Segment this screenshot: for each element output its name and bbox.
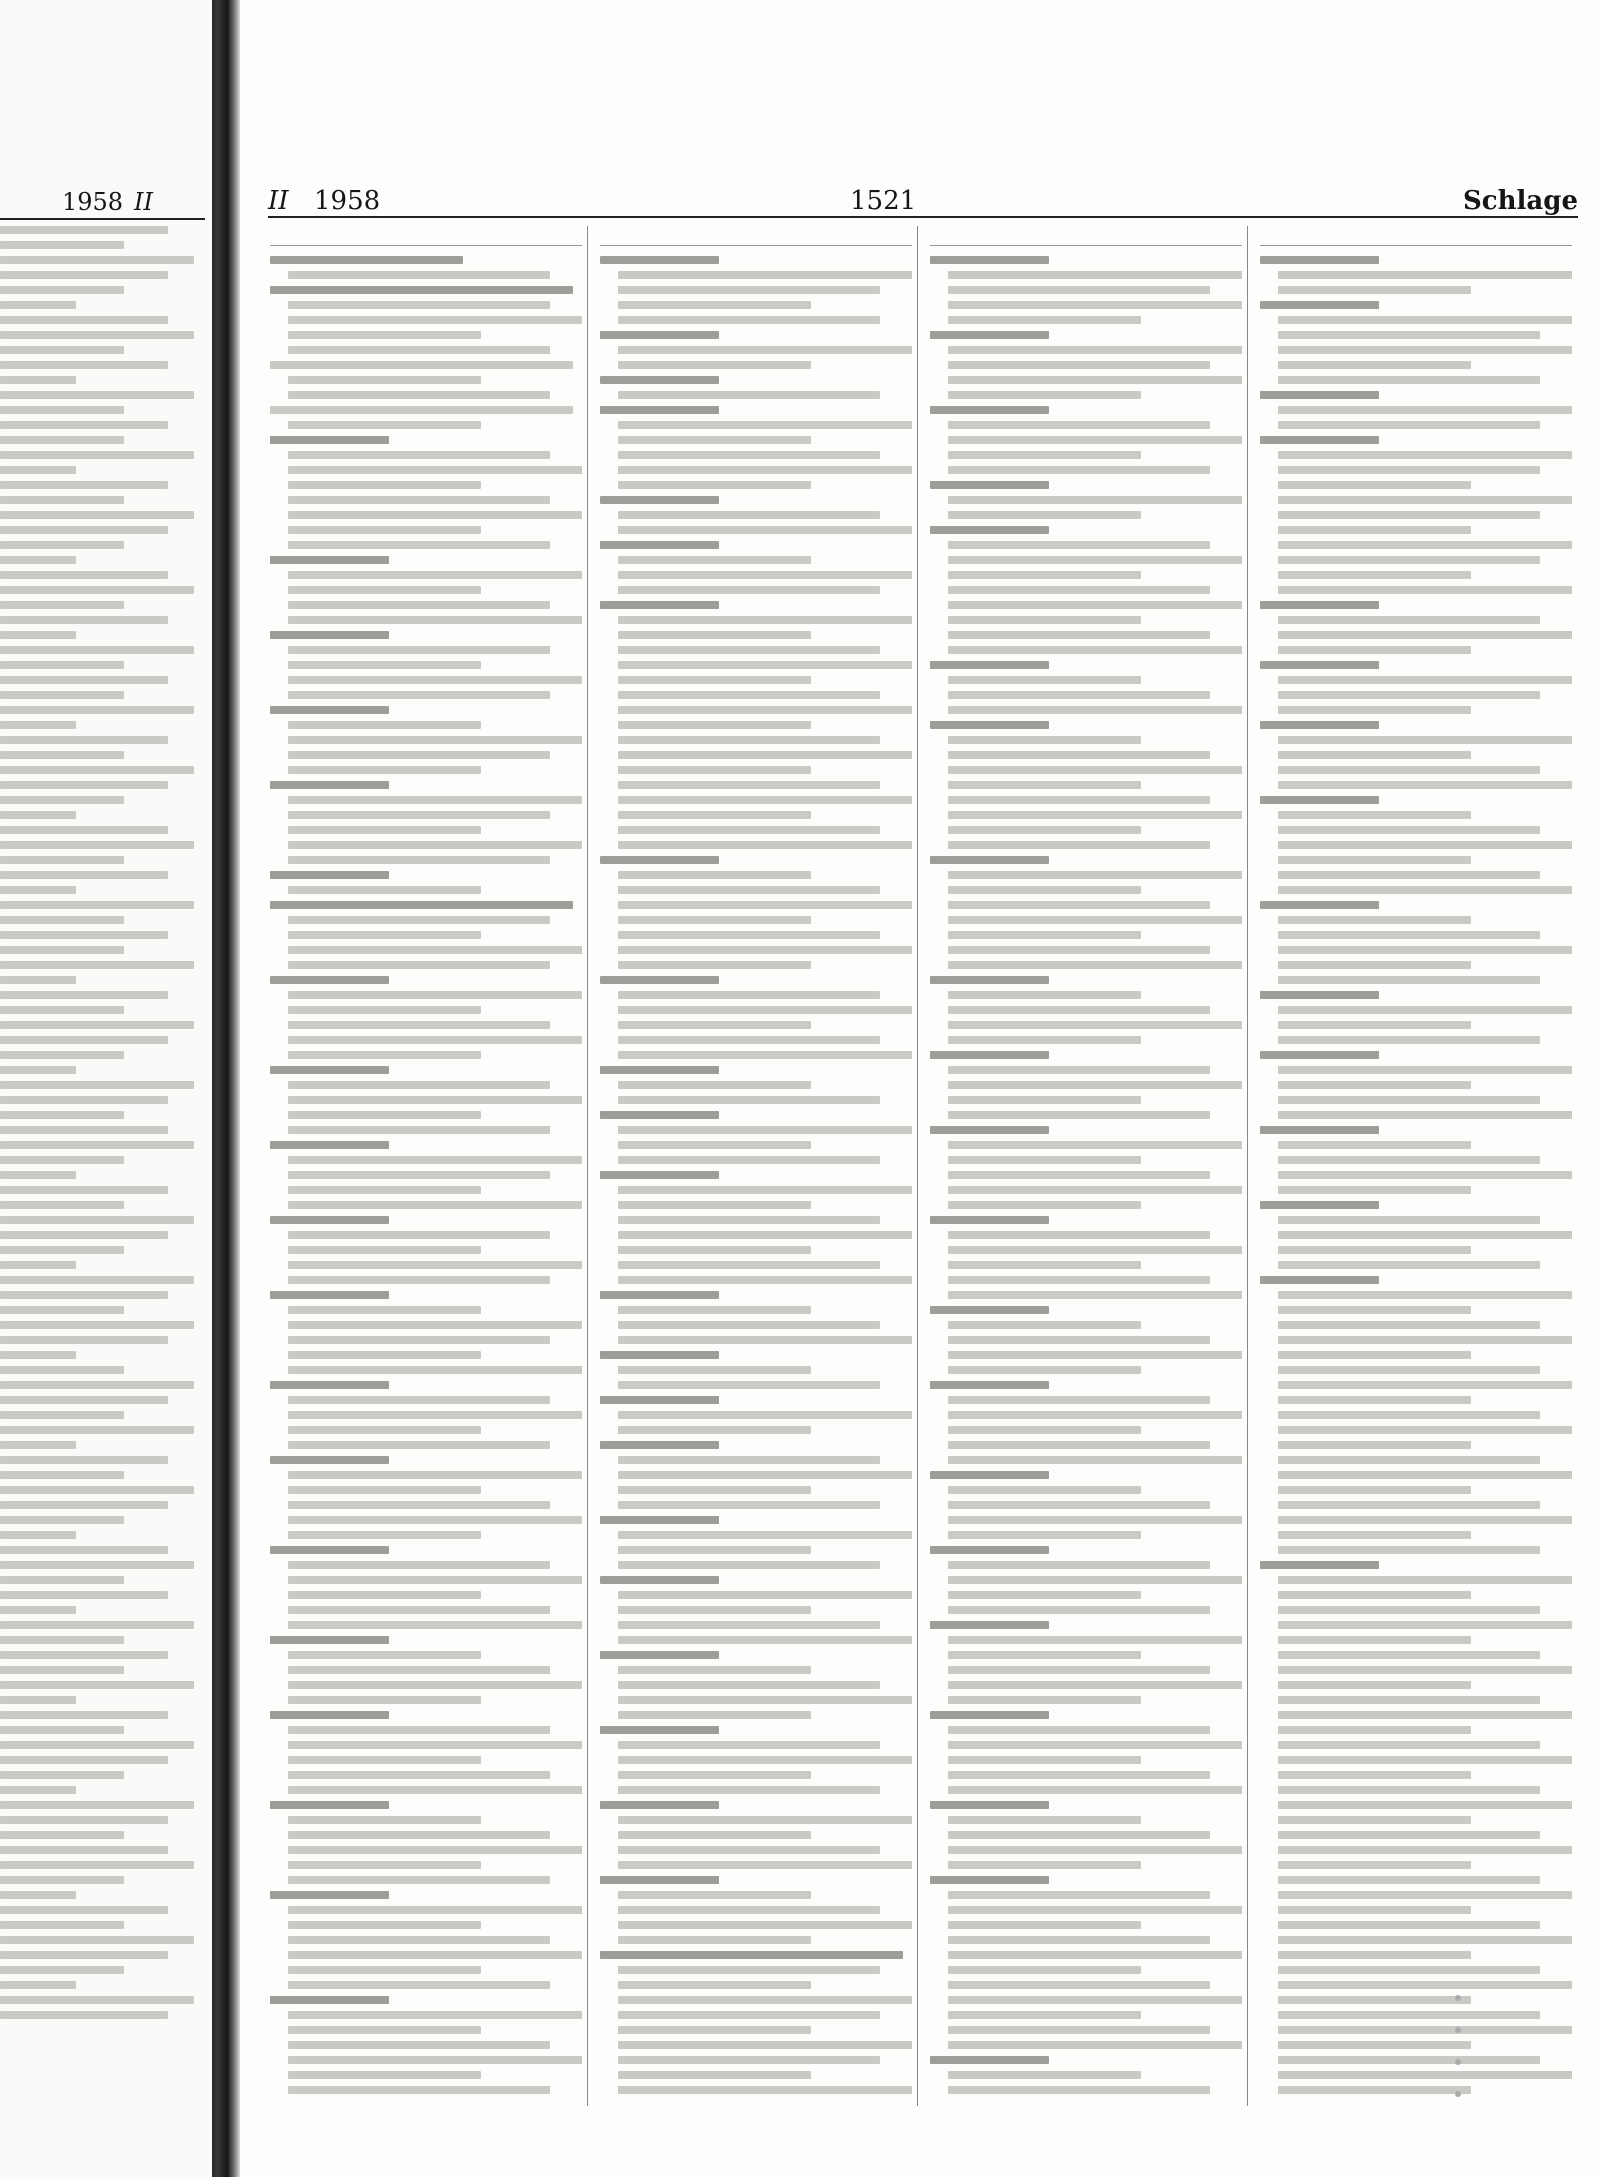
- directory-column-4: [1260, 228, 1572, 2098]
- left-page-number: 1958: [62, 188, 124, 216]
- left-page-text-column: [0, 226, 200, 2026]
- book-gutter: [212, 0, 240, 2177]
- left-page-volume: II: [134, 188, 153, 216]
- edition-year: 1958: [314, 186, 381, 216]
- directory-column-1: [270, 228, 582, 2098]
- column-rule: [917, 226, 918, 2106]
- scan-marks: [1455, 1995, 1515, 2155]
- left-page-header: [0, 188, 205, 220]
- column-rule: [587, 226, 588, 2106]
- right-page: [240, 0, 1600, 2177]
- volume-number: II: [268, 186, 289, 216]
- directory-column-3: [930, 228, 1242, 2098]
- page-number: 1521: [850, 186, 917, 216]
- left-page: [0, 0, 212, 2177]
- column-rule: [1247, 226, 1248, 2106]
- directory-column-2: [600, 228, 912, 2098]
- running-head: Schlage: [1463, 186, 1578, 216]
- page-header: [268, 186, 1578, 218]
